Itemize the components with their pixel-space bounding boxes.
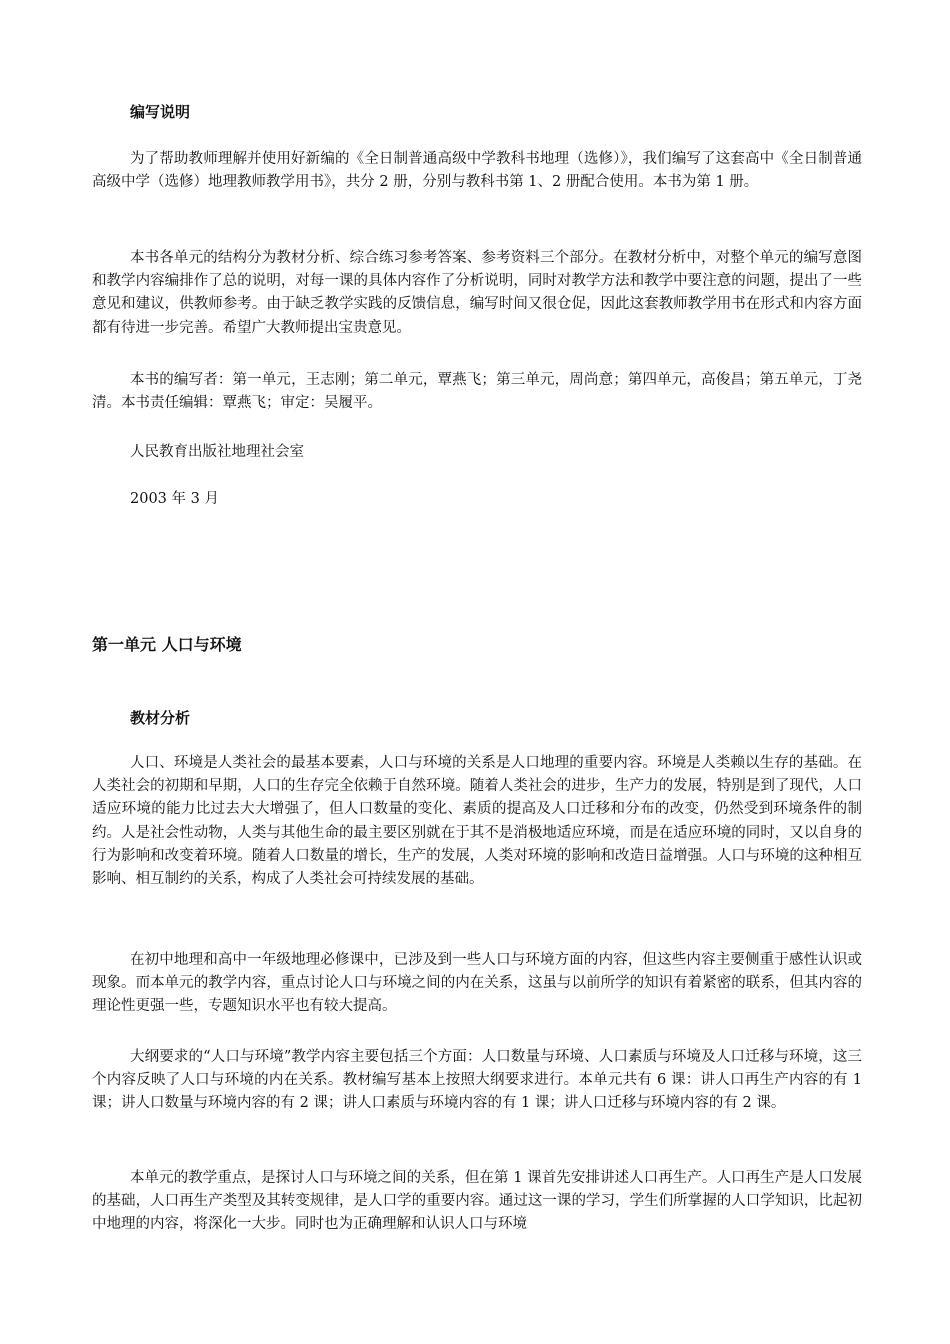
publisher-name: 人民教育出版社地理社会室 — [130, 444, 304, 460]
analysis-paragraph-4: 本单元的教学重点，是探讨人口与环境之间的关系，但在第 1 课首先安排讲述人口再生产。人口再生产是人口发展的基础，人口再生产类型及其转变规律，是人口学的重要内容。通过这一课的学习，学生们所掌握的人口学知识，比起初中地理的内容，将深化一大步。同时也为正确理解和认识人口与环境 — [92, 1170, 862, 1233]
preface-paragraph-3: 本书的编写者：第一单元，王志刚；第二单元，覃燕飞；第三单元，周尚意；第四单元，高俊昌；第五单元，丁尧清。本书责任编辑：覃燕飞；审定：吴履平。 — [92, 372, 862, 412]
analysis-paragraph-3: 大纲要求的“人口与环境”教学内容主要包括三个方面：人口数量与环境、人口素质与环境及人口迁移与环境，这三个内容反映了人口与环境的内在关系。教材编写基本上按照大纲要求进行。本单元共有 6 课：讲人口再生产内容的有 1 课；讲人口数量与环境内容的有 2 课；讲人口素质与环境内容的有 1 课；讲人口迁移与环境内容的有 2 课。 — [92, 1049, 862, 1112]
publication-date: 2003 年 3 月 — [130, 491, 219, 507]
analysis-paragraph-1: 人口、环境是人类社会的最基本要素，人口与环境的关系是人口地理的重要内容。环境是人类赖以生存的基础。在人类社会的初期和早期，人口的生存完全依赖于自然环境。随着人类社会的进步，生产力的发展，特别是到了现代，人口适应环境的能力比过去大大增强了，但人口数量的变化、素质的提高及人口迁移和分布的改变，仍然受到环境条件的制约。人是社会性动物，人类与其他生命的最主要区别就在于其不是消极地适应环境，而是在适应环境的同时，又以自身的行为影响和改变着环境。随着人口数量的增长，生产的发展，人类对环境的影响和改造日益增强。人口与环境的这种相互影响、相互制约的关系，构成了人类社会可持续发展的基础。 — [92, 755, 862, 888]
analysis-heading: 教材分析 — [130, 709, 191, 727]
preface-paragraph-2: 本书各单元的结构分为教材分析、综合练习参考答案、参考资料三个部分。在教材分析中，对整个单元的编写意图和教学内容编排作了总的说明，对每一课的具体内容作了分析说明，同时对教学方法和教学中要注意的问题，提出了一些意见和建议，供教师参考。由于缺乏教学实践的反馈信息，编写时间又很仓促，因此这套教师教学用书在形式和内容方面都有待进一步完善。希望广大教师提出宝贵意见。 — [92, 250, 862, 336]
preface-paragraph-1: 为了帮助教师理解并使用好新编的《全日制普通高级中学教科书地理（选修）》，我们编写了这套高中《全日制普通高级中学（选修）地理教师教学用书》，共分 2 册，分别与教科书第 1、2 册配合使用。本书为第 1 册。 — [92, 151, 862, 191]
unit-title: 第一单元 人口与环境 — [92, 635, 242, 654]
preface-heading: 编写说明 — [130, 103, 191, 121]
analysis-paragraph-2: 在初中地理和高中一年级地理必修课中，已涉及到一些人口与环境方面的内容，但这些内容主要侧重于感性认识或现象。而本单元的教学内容，重点讨论人口与环境之间的内在关系，这虽与以前所学的知识有着紧密的联系，但其内容的理论性更强一些，专题知识水平也有较大提高。 — [92, 952, 862, 1015]
